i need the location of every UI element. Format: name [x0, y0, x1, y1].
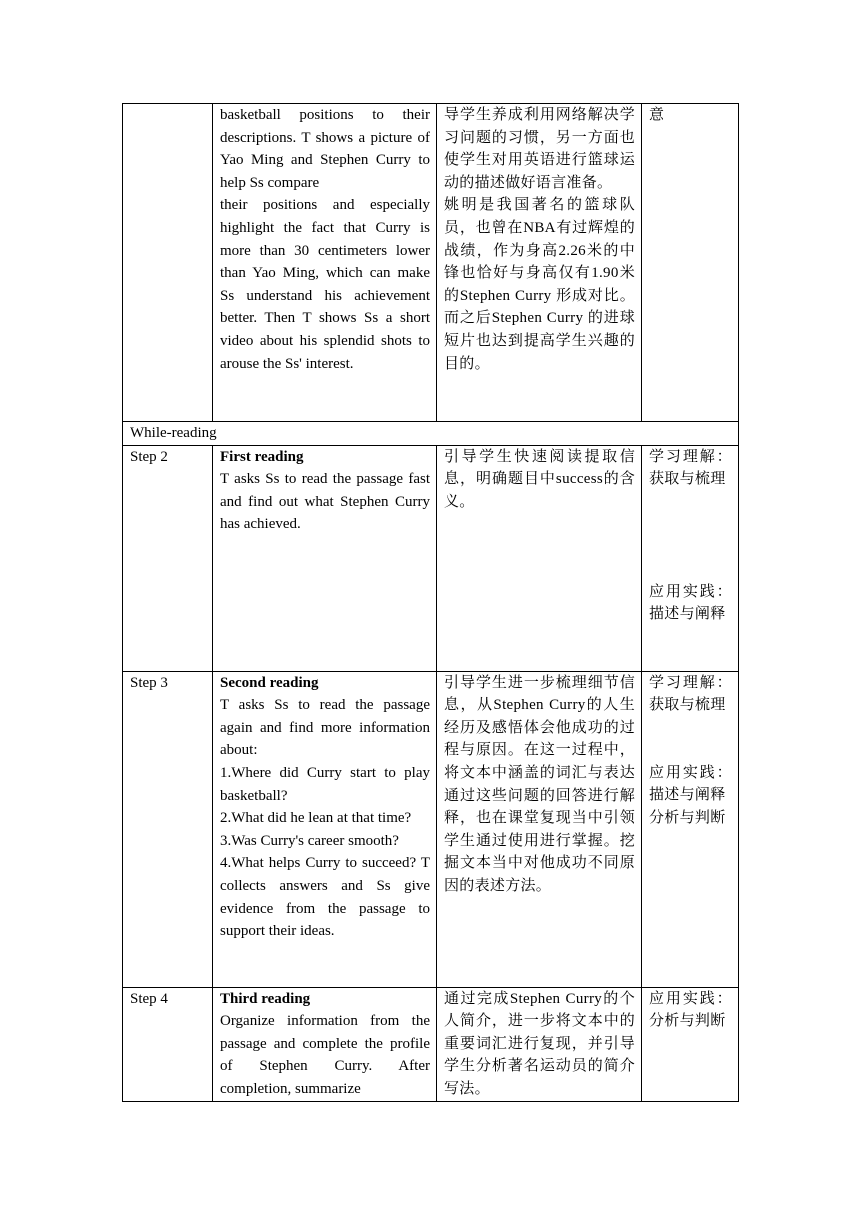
- table-row: [123, 422, 739, 446]
- activity-text: 4.What helps Curry to succeed? T collects answers and Ss give evidence from the passage to support their ideas.: [220, 855, 430, 940]
- level-text: 意: [649, 107, 665, 123]
- purpose-text: 引导学生进一步梳理细节信息，从Stephen Curry的人生经历及感悟体会他成功的过程与原因。在这一过程中，将文本中涵盖的词汇与表达通过这些问题的回答进行解释，也在课堂复现当中引领学生通过使用进行掌握。挖掘文本当中对他成功不同原因的表述方法。: [444, 674, 635, 894]
- purpose-text: 导学生养成利用网络解决学习问题的习惯，另一方面也使学生对用英语进行篮球运动的描述做好语言准备。: [444, 107, 635, 191]
- activity-text: basketball positions to their descriptions. T shows a picture of Yao Ming and Stephen Curry to help Ss compare: [220, 107, 430, 191]
- level-text: 应用实践：分析与判断: [649, 990, 732, 1030]
- purpose-cell: [437, 987, 642, 1101]
- purpose-text: 引导学生快速阅读提取信息，明确题目中success的含义。: [444, 448, 635, 510]
- purpose-cell: [437, 104, 642, 422]
- level-spacer: [649, 717, 732, 762]
- activity-cell: [213, 104, 437, 422]
- table-row: [123, 104, 739, 422]
- level-text: 学习理解：获取与梳理: [649, 448, 732, 488]
- purpose-text: 通过完成Stephen Curry的个人简介，进一步将文本中的重要词汇进行复现，并引导学生分析著名运动员的简介写法。: [444, 990, 635, 1097]
- level-text: 分析与判断: [649, 809, 726, 826]
- level-text: 应用实践：描述与阐释: [649, 764, 732, 804]
- step-cell: Step 4: [123, 987, 213, 1101]
- level-cell: [642, 104, 739, 422]
- activity-text: 1.Where did Curry start to play basketball?: [220, 764, 430, 804]
- activity-title: Third reading: [220, 990, 311, 1007]
- lesson-plan-table: [122, 103, 739, 1102]
- activity-text: 3.Was Curry's career smooth?: [220, 832, 399, 849]
- activity-cell: [213, 445, 437, 671]
- activity-text: 2.What did he lean at that time?: [220, 810, 412, 827]
- activity-text: Organize information from the passage and complete the profile of Stephen Curry. After completion, summarize: [220, 1013, 430, 1097]
- table-row: [123, 671, 739, 987]
- step-cell: [123, 104, 213, 422]
- section-header: While-reading: [123, 422, 739, 446]
- level-cell: [642, 671, 739, 987]
- level-text: 应用实践：描述与阐释: [649, 583, 732, 623]
- purpose-cell: [437, 671, 642, 987]
- step-cell: Step 2: [123, 445, 213, 671]
- level-cell: [642, 445, 739, 671]
- activity-title: Second reading: [220, 674, 319, 691]
- level-cell: [642, 987, 739, 1101]
- activity-cell: [213, 987, 437, 1101]
- level-text: 学习理解：获取与梳理: [649, 674, 732, 714]
- purpose-cell: [437, 445, 642, 671]
- purpose-text: 姚明是我国著名的篮球队员，也曾在NBA有过辉煌的战绩，作为身高2.26米的中锋也恰好与身高仅有1.90米的Stephen Curry 形成对比。而之后Stephen Curry 的进球短片也达到提高学生兴趣的目的。: [444, 197, 635, 372]
- activity-text: T asks Ss to read the passage again and find more information about:: [220, 697, 430, 759]
- activity-cell: [213, 671, 437, 987]
- table-row: [123, 445, 739, 671]
- activity-title: First reading: [220, 448, 304, 465]
- table-row: [123, 987, 739, 1101]
- activity-text: their positions and especially highlight the fact that Curry is more than 30 centimeters lower than Yao Ming, which can make Ss understand his achievement better. Then T shows Ss a short video about his splendid shots to arouse the Ss' interest.: [220, 197, 430, 372]
- level-spacer: [649, 491, 732, 581]
- activity-text: T asks Ss to read the passage fast and find out what Stephen Curry has achieved.: [220, 471, 430, 533]
- step-cell: Step 3: [123, 671, 213, 987]
